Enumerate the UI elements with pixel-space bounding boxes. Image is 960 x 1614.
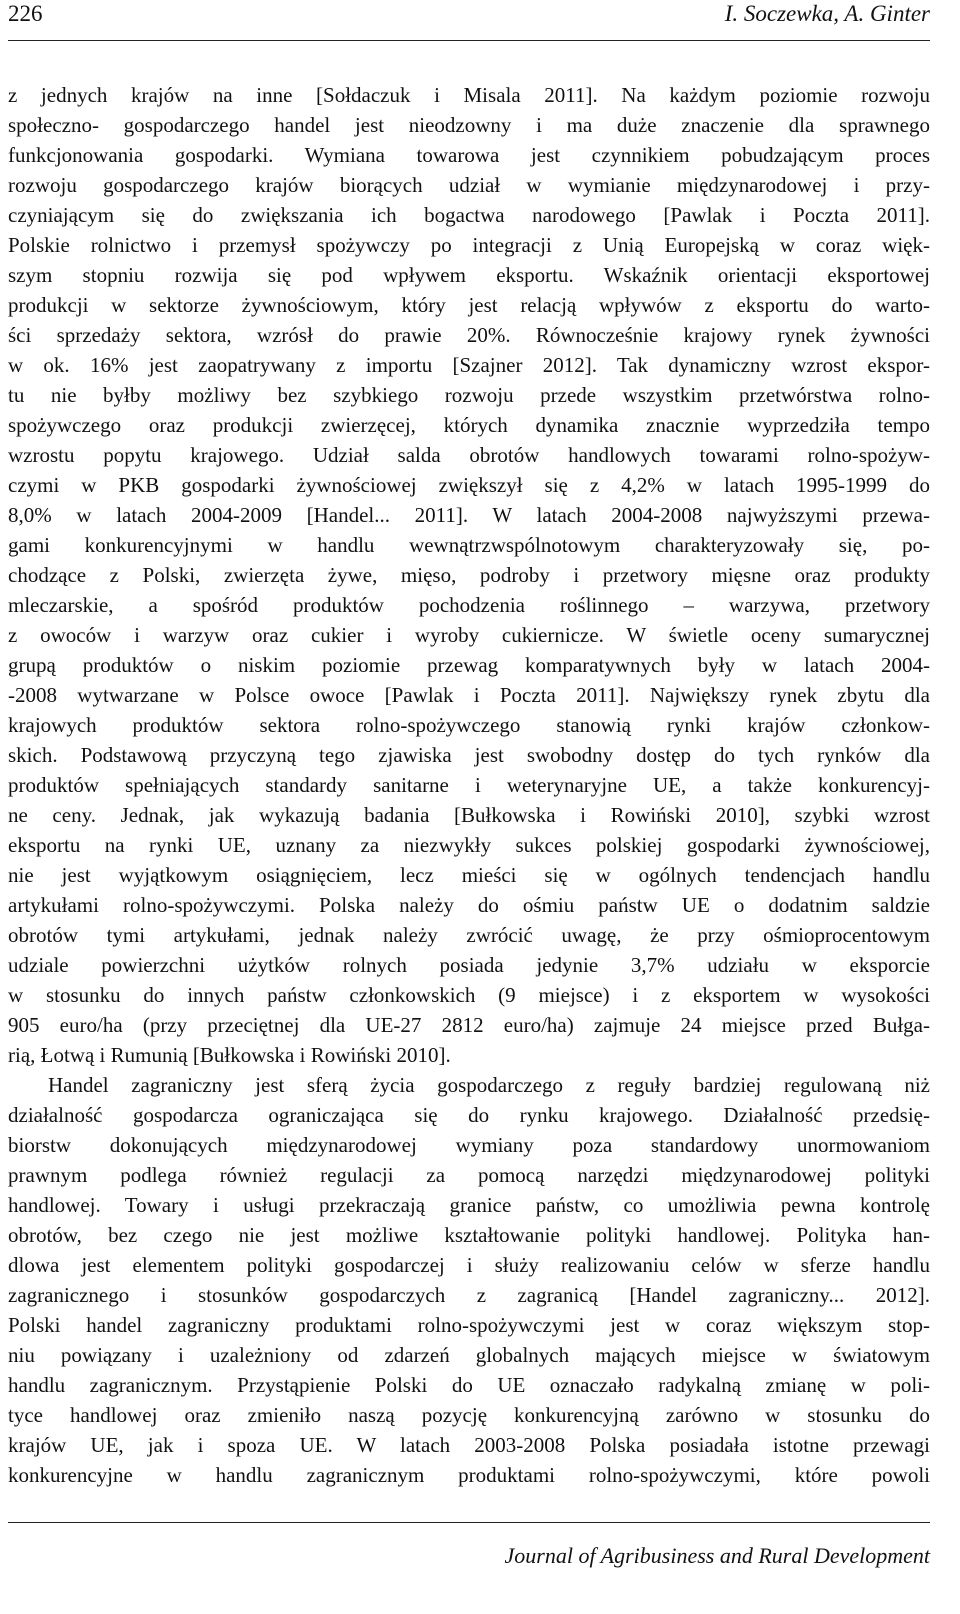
text-line: działalność gospodarcza ograniczająca się do rynku krajowego. Działalność przedsię-	[8, 1103, 930, 1127]
text-line: czyniającym się do zwiększania ich bogactwa narodowego [Pawlak i Poczta 2011].	[8, 203, 930, 227]
text-line: funkcjonowania gospodarki. Wymiana towarowa jest czynnikiem pobudzającym proces	[8, 143, 930, 167]
text-line: dlowa jest elementem polityki gospodarczej i służy realizowaniu celów w sferze handlu	[8, 1253, 930, 1277]
text-line: biorstw dokonujących międzynarodowej wymiany poza standardowy unormowaniom	[8, 1133, 930, 1157]
text-line: Handel zagraniczny jest sferą życia gospodarczego z reguły bardziej regulowaną niż	[48, 1073, 930, 1097]
text-line: Polskie rolnictwo i przemysł spożywczy po integracji z Unią Europejską w coraz więk-	[8, 233, 930, 257]
text-line: wzrostu popytu krajowego. Udział salda obrotów handlowych towarami rolno-spożyw-	[8, 443, 930, 467]
text-line: krajowych produktów sektora rolno-spożywczego stanowią rynki krajów członkow-	[8, 713, 930, 737]
text-line: zagranicznego i stosunków gospodarczych z zagranicą [Handel zagraniczny... 2012].	[8, 1283, 930, 1307]
text-line: prawnym podlega również regulacji za pomocą narzędzi międzynarodowej polityki	[8, 1163, 930, 1187]
text-line: produkcji w sektorze żywnościowym, który jest relacją wpływów z eksportu do warto-	[8, 293, 930, 317]
page-footer	[8, 1522, 930, 1568]
text-line: spożywczego oraz produkcji zwierzęcej, których dynamika znacznie wyprzedziła tempo	[8, 413, 930, 437]
page-header	[8, 0, 930, 41]
running-head-authors: I. Soczewka, A. Ginter	[724, 1, 930, 26]
text-line: eksportu na rynki UE, uznany za niezwykły sukces polskiej gospodarki żywnościowej,	[8, 833, 930, 857]
text-line: konkurencyjne w handlu zagranicznym produktami rolno-spożywczymi, które powoli	[8, 1463, 930, 1487]
text-line: obrotów, bez czego nie jest możliwe kształtowanie polityki handlowej. Polityka han-	[8, 1223, 930, 1247]
text-line: krajów UE, jak i spoza UE. W latach 2003-2008 Polska posiadała istotne przewagi	[8, 1433, 930, 1457]
text-line: szym stopniu rozwija się pod wpływem eksportu. Wskaźnik orientacji eksportowej	[8, 263, 930, 287]
text-line: mleczarskie, a spośród produktów pochodzenia roślinnego – warzywa, przetwory	[8, 593, 930, 617]
text-line: 8,0% w latach 2004-2009 [Handel... 2011]. W latach 2004-2008 najwyższymi przewa-	[8, 503, 930, 527]
text-line: produktów spełniających standardy sanitarne i weterynaryjne UE, a także konkurencyj-	[8, 773, 930, 797]
text-line: handlowej. Towary i usługi przekraczają granice państw, co umożliwia pewna kontrolę	[8, 1193, 930, 1217]
text-line: nie jest wyjątkowym osiągnięciem, lecz mieści się w ogólnych tendencjach handlu	[8, 863, 930, 887]
text-line: Polski handel zagraniczny produktami rolno-spożywczymi jest w coraz większym stop-	[8, 1313, 930, 1337]
body-text	[8, 80, 930, 1490]
text-line: gami konkurencyjnymi w handlu wewnątrzwspólnotowym charakteryzowały się, po-	[8, 533, 930, 557]
text-line: skich. Podstawową przyczyną tego zjawiska jest swobodny dostęp do tych rynków dla	[8, 743, 930, 767]
paragraph	[8, 80, 930, 1070]
paragraph	[8, 1070, 930, 1490]
text-line: z owoców i warzyw oraz cukier i wyroby cukiernicze. W świetle oceny sumarycznej	[8, 623, 930, 647]
text-line: tu nie byłby możliwy bez szybkiego rozwoju przede wszystkim przetwórstwa rolno-	[8, 383, 930, 407]
text-line: rią, Łotwą i Rumunią [Bułkowska i Rowiński 2010].	[8, 1043, 451, 1067]
text-line: rozwoju gospodarczego krajów biorących udział w wymianie międzynarodowej i przy-	[8, 173, 930, 197]
text-line: udziale powierzchni użytków rolnych posiada jedynie 3,7% udziału w eksporcie	[8, 953, 930, 977]
text-line: ne ceny. Jednak, jak wykazują badania [Bułkowska i Rowiński 2010], szybki wzrost	[8, 803, 930, 827]
journal-name: Journal of Agribusiness and Rural Development	[504, 1543, 930, 1568]
text-line: ści sprzedaży sektora, wzrósł do prawie 20%. Równocześnie krajowy rynek żywności	[8, 323, 930, 347]
text-line: społeczno- gospodarczego handel jest nieodzowny i ma duże znaczenie dla sprawnego	[8, 113, 930, 137]
text-line: artykułami rolno-spożywczymi. Polska należy do ośmiu państw UE o dodatnim saldzie	[8, 893, 930, 917]
text-line: w ok. 16% jest zaopatrywany z importu [Szajner 2012]. Tak dynamiczny wzrost ekspor-	[8, 353, 930, 377]
text-line: chodzące z Polski, zwierzęta żywe, mięso, podroby i przetwory mięsne oraz produkty	[8, 563, 930, 587]
text-line: niu powiązany i uzależniony od zdarzeń globalnych mających miejsce w światowym	[8, 1343, 930, 1367]
page-number: 226	[8, 1, 43, 26]
text-line: obrotów tymi artykułami, jednak należy zwrócić uwagę, że przy ośmioprocentowym	[8, 923, 930, 947]
text-line: handlu zagranicznym. Przystąpienie Polski do UE oznaczało radykalną zmianę w poli-	[8, 1373, 930, 1397]
text-line: 905 euro/ha (przy przeciętnej dla UE-27 2812 euro/ha) zajmuje 24 miejsce przed Bułga-	[8, 1013, 930, 1037]
text-line: grupą produktów o niskim poziomie przewag komparatywnych były w latach 2004-	[8, 653, 930, 677]
text-line: czymi w PKB gospodarki żywnościowej zwiększył się z 4,2% w latach 1995-1999 do	[8, 473, 930, 497]
text-line: w stosunku do innych państw członkowskich (9 miejsce) i z eksportem w wysokości	[8, 983, 930, 1007]
text-line: z jednych krajów na inne [Sołdaczuk i Misala 2011]. Na każdym poziomie rozwoju	[8, 83, 930, 107]
text-line: -2008 wytwarzane w Polsce owoce [Pawlak i Poczta 2011]. Największy rynek zbytu dla	[8, 683, 930, 707]
text-line: tyce handlowej oraz zmieniło naszą pozycję konkurencyjną zarówno w stosunku do	[8, 1403, 930, 1427]
